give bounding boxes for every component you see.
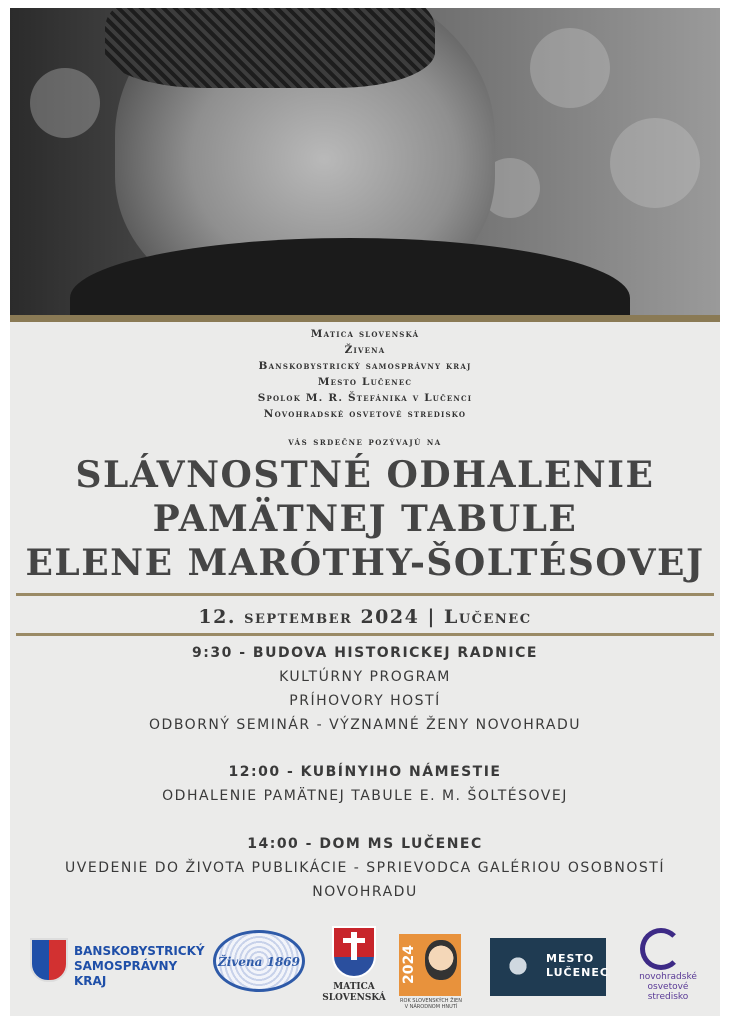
- dove-icon: [498, 946, 538, 986]
- program-1-item-2: PRÍHOVORY HOSTÍ: [289, 693, 441, 709]
- portrait-headscarf: [105, 8, 435, 88]
- program-3-item-2: NOVOHRADU: [312, 884, 418, 900]
- bbsk-name-line-2: SAMOSPRÁVNY KRAJ: [74, 959, 178, 988]
- mesto-line-2: LUČENEC: [546, 966, 609, 979]
- organizer-6: Novohradské osvetové stredisko: [263, 408, 467, 420]
- bbsk-shield-icon: [30, 938, 68, 982]
- zivena-logo-text: Živena 1869: [217, 955, 300, 969]
- organizer-2: Živena: [344, 344, 386, 356]
- program-1-item-1: KULTÚRNY PROGRAM: [279, 669, 451, 685]
- nos-line-1: novohradské: [639, 972, 697, 982]
- title-line-2: PAMÄTNEJ TABULE: [152, 498, 578, 540]
- date-rule-top: [16, 593, 714, 596]
- double-cross-icon: [351, 932, 357, 960]
- program-1-heading: 9:30 - BUDOVA HISTORICKEJ RADNICE: [192, 645, 538, 661]
- woman-portrait-icon: [425, 940, 457, 980]
- program-3-heading: 14:00 - DOM MS LUČENEC: [247, 836, 483, 852]
- organizer-4: Mesto Lučenec: [317, 376, 413, 388]
- program-2-item-1: ODHALENIE PAMÄTNEJ TABULE E. M. ŠOLTÉSOVEJ: [162, 788, 568, 804]
- photo-divider: [10, 315, 720, 322]
- program-1-item-3: ODBORNÝ SEMINÁR - VÝZNAMNÉ ŽENY NOVOHRADU: [149, 717, 581, 733]
- nos-line-2: osvetové: [647, 982, 689, 992]
- partner-logos: [10, 920, 720, 1010]
- zivena-logo: [213, 930, 305, 992]
- event-date: 12. september 2024 | Lučenec: [198, 606, 532, 628]
- organizer-3: Banskobystrický samosprávny kraj: [258, 360, 472, 372]
- matica-name-line-1: MATICA: [333, 982, 375, 992]
- title-line-3: ELENE MARÓTHY-ŠOLTÉSOVEJ: [25, 542, 705, 584]
- year-2024-caption: ROK SLOVENSKÝCH ŽIEN V NÁRODNOM HNUTÍ: [400, 998, 462, 1010]
- title-line-1: SLÁVNOSTNÉ ODHALENIE: [75, 454, 655, 496]
- mesto-line-1: MESTO: [546, 952, 595, 965]
- program-3-item-1: UVEDENIE DO ŽIVOTA PUBLIKÁCIE - SPRIEVODCA GALÉRIOU OSOBNOSTÍ: [65, 860, 665, 876]
- program-2-heading: 12:00 - KUBÍNYIHO NÁMESTIE: [228, 764, 502, 780]
- matica-name-line-2: SLOVENSKÁ: [322, 993, 386, 1003]
- bbsk-name-line-1: BANSKOBYSTRICKÝ: [74, 944, 205, 958]
- poster: [10, 8, 720, 1016]
- mesto-lucenec-logo: [490, 938, 609, 996]
- nos-mark-icon: [640, 928, 682, 970]
- portrait-photo: [10, 8, 720, 315]
- organizer-1: Matica slovenská: [310, 328, 420, 340]
- invite-line: vás srdečne pozývajú na: [288, 436, 442, 448]
- organizer-5: Spolok M. R. Štefánika v Lučenci: [257, 392, 473, 404]
- year-2024-text: 2024: [401, 945, 417, 985]
- date-rule-bottom: [16, 633, 714, 636]
- year-of-women-2024-logo: [399, 934, 462, 1010]
- nos-line-3: stredisko: [647, 992, 689, 1002]
